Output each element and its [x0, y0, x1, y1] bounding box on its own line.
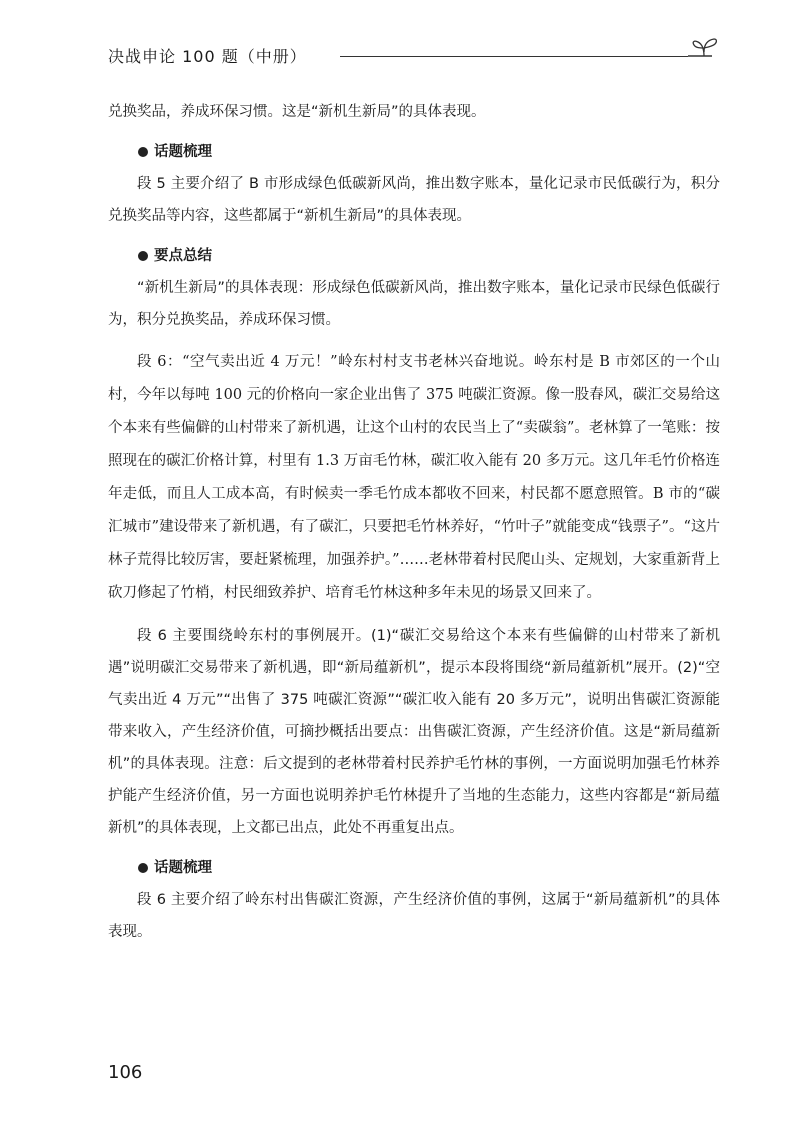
bullet-icon [138, 863, 148, 873]
bullet-icon [138, 251, 148, 261]
page-header [108, 40, 720, 70]
paragraph-analysis: 段 6 主要围绕岭东村的事例展开。(1)“碳汇交易给这个本来有些偏僻的山村带来了新机遇”说明碳汇交易带来了新机遇，即“新局蕴新机”，提示本段将围绕“新局蕴新机”展开。(2)“空气卖出近 4 万元”“出售了 375 吨碳汇资源”“碳汇收入能有 20 多万元”，说明出售碳汇资源能带来收入，产生经济价值，可摘抄概括出要点：出售碳汇资源，产生经济价值。这是“新局蕴新机”的具体表现。注意：后文提到的老林带着村民养护毛竹林的事例，一方面说明加强毛竹林养护能产生经济价值，另一方面也说明养护毛竹林提升了当地的生态能力，这些内容都是“新局蕴新机”的具体表现，上文都已出点，此处不再重复出点。 [108, 628, 720, 836]
header-rule [340, 56, 688, 57]
source-excerpt-paragraph-6: 段 6：“空气卖出近 4 万元！”岭东村村支书老林兴奋地说。岭东村是 B 市郊区的一个山村，今年以每吨 100 元的价格向一家企业出售了 375 吨碳汇资源。像一股春风，碳汇交易给这个本来有些偏僻的山村带来了新机遇，让这个山村的农民当上了“卖碳翁”。老林算了一笔账：按照现在的碳汇价格计算，村里有 1.3 万亩毛竹林，碳汇收入能有 20 多万元。这几年毛竹价格连年走低，而且人工成本高，有时候卖一季毛竹成本都收不回来，村民都不愿意照管。B 市的“碳汇城市”建设带来了新机遇，有了碳汇，只要把毛竹林养好，“竹叶子”就能变成“钱票子”。“这片林子荒得比较厉害，要赶紧梳理，加强养护。”……老林带着村民爬山头、定规划，大家重新背上砍刀修起了竹梢，村民细致养护、培育毛竹林这种多年未见的场景又回来了。 [108, 354, 720, 601]
sprout-icon [686, 34, 720, 60]
page-number: 106 [108, 1062, 143, 1083]
page-content [108, 96, 720, 948]
section-heading-topic: 话题梳理 [108, 136, 720, 168]
paragraph-topic-summary-2: 段 6 主要介绍了岭东村出售碳汇资源，产生经济价值的事例，这属于“新局蕴新机”的具体表现。 [108, 892, 720, 940]
section-heading-key-points: 要点总结 [108, 240, 720, 272]
paragraph-key-points: “新机生新局”的具体表现：形成绿色低碳新风尚，推出数字账本，量化记录市民绿色低碳行为，积分兑换奖品，养成环保习惯。 [108, 280, 720, 328]
bullet-icon [138, 147, 148, 157]
paragraph-topic-summary: 段 5 主要介绍了 B 市形成绿色低碳新风尚，推出数字账本，量化记录市民低碳行为，积分兑换奖品等内容，这些都属于“新机生新局”的具体表现。 [108, 176, 720, 224]
section-heading-topic-2: 话题梳理 [108, 852, 720, 884]
book-title: 决战申论 100 题（中册） [108, 47, 307, 66]
paragraph-continued: 兑换奖品，养成环保习惯。这是“新机生新局”的具体表现。 [108, 104, 486, 120]
